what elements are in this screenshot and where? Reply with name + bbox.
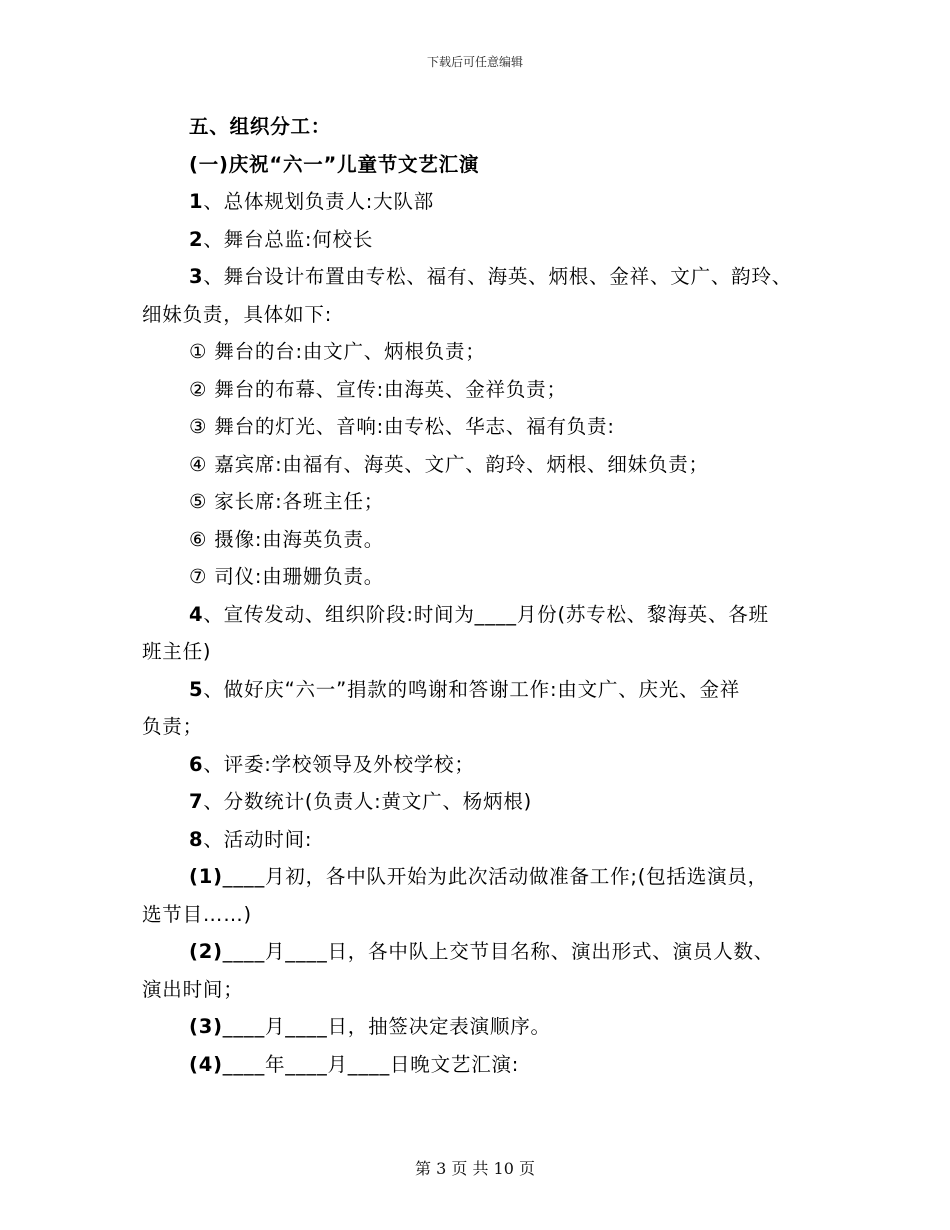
item-text: 、活动时间: bbox=[203, 827, 313, 851]
sub-item-3: ③ 舞台的灯光、音响:由专松、华志、福有负责: bbox=[189, 415, 615, 438]
subsection-title: (一)庆祝“六一”儿童节文艺汇演 bbox=[189, 152, 480, 176]
item-text: ____年____月____日晚文艺汇演: bbox=[222, 1052, 520, 1076]
item-4-continued: 班主任) bbox=[142, 640, 212, 663]
item-number: (1) bbox=[189, 865, 223, 888]
item-7 bbox=[142, 783, 832, 821]
sub-item-5: ⑤ 家长席:各班主任； bbox=[189, 490, 385, 513]
schedule-item-1 bbox=[142, 858, 832, 896]
item-1 bbox=[142, 183, 832, 221]
schedule-item-2 bbox=[142, 933, 832, 971]
item-text: 、评委:学校领导及外校学校； bbox=[203, 752, 475, 776]
schedule-item-1-continued: 选节目……) bbox=[142, 902, 252, 926]
header-note: 下载后可任意编辑 bbox=[426, 55, 523, 69]
sub-item-2: ② 舞台的布幕、宣传:由海英、金祥负责； bbox=[189, 377, 567, 401]
item-number: (2) bbox=[189, 940, 223, 963]
item-number: 4 bbox=[189, 602, 204, 626]
sub-item-7: ⑦ 司仪:由珊姗负责。 bbox=[189, 565, 385, 588]
item-number: 2 bbox=[189, 227, 204, 251]
document-body bbox=[142, 108, 832, 1083]
sub-item-6: ⑥ 摄像:由海英负责。 bbox=[189, 527, 385, 551]
item-text: 、舞台设计布置由专松、福有、海英、炳根、金祥、文广、韵玲、 bbox=[203, 265, 793, 288]
item-number: (3) bbox=[189, 1015, 223, 1038]
schedule-item-3 bbox=[142, 1008, 832, 1046]
item-3-continued bbox=[142, 296, 832, 334]
item-number: 3 bbox=[189, 265, 204, 288]
item-text: 、总体规划负责人:大队部 bbox=[203, 190, 435, 213]
item-text: 细妹负责，具体如下: bbox=[142, 302, 333, 326]
item-5-continued: 负责； bbox=[142, 715, 203, 738]
item-number: 6 bbox=[189, 752, 204, 776]
item-8 bbox=[142, 821, 832, 859]
item-5 bbox=[142, 671, 832, 709]
item-6 bbox=[142, 746, 832, 784]
item-2 bbox=[142, 221, 832, 259]
item-text: 、做好庆“六一”捐款的鸣谢和答谢工作:由文广、庆光、金祥 bbox=[203, 677, 741, 701]
item-text: ____月初，各中队开始为此次活动做准备工作;(包括选演员， bbox=[222, 865, 768, 888]
item-text: 、舞台总监:何校长 bbox=[203, 227, 374, 251]
item-number: 1 bbox=[189, 190, 204, 213]
schedule-item-4 bbox=[142, 1046, 832, 1084]
item-text: ____月____日，抽签决定表演顺序。 bbox=[222, 1015, 551, 1038]
item-number: 8 bbox=[189, 827, 204, 851]
item-text: ____月____日，各中队上交节目名称、演出形式、演员人数、 bbox=[222, 940, 775, 963]
item-number: 7 bbox=[189, 790, 204, 813]
schedule-item-2-continued: 演出时间； bbox=[142, 977, 244, 1001]
item-text: 、宣传发动、组织阶段:时间为____月份(苏专松、黎海英、各班 bbox=[203, 602, 769, 626]
item-number: 5 bbox=[189, 677, 204, 701]
item-4 bbox=[142, 596, 832, 634]
item-text: 、分数统计(负责人:黄文广、杨炳根) bbox=[203, 790, 533, 813]
item-number: (4) bbox=[189, 1052, 223, 1076]
page-number: 第 3 页 共 10 页 bbox=[415, 1159, 535, 1178]
sub-item-1: ① 舞台的台:由文广、炳根负责； bbox=[189, 340, 486, 363]
item-3 bbox=[142, 258, 832, 296]
sub-item-4: ④ 嘉宾席:由福有、海英、文广、韵玲、炳根、细妹负责； bbox=[189, 452, 709, 476]
section-title: 五、组织分工： bbox=[189, 115, 332, 138]
